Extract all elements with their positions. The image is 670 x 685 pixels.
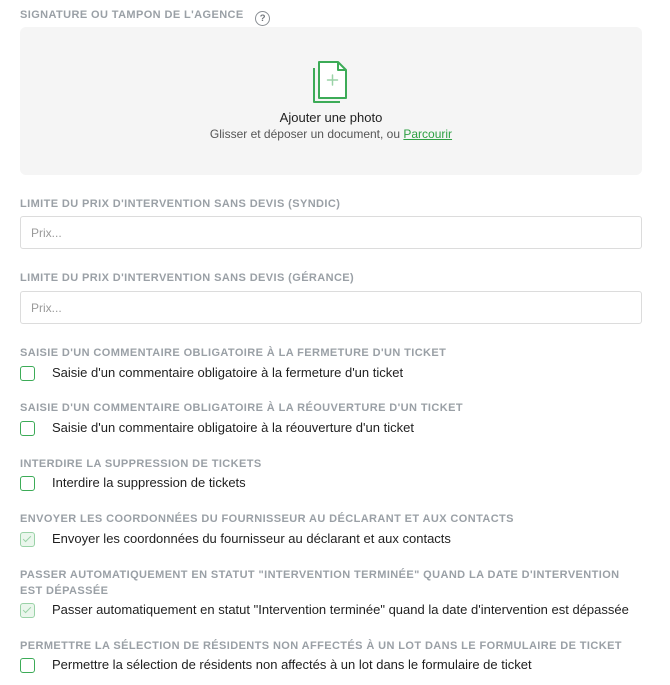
option-section-label: SAISIE D'UN COMMENTAIRE OBLIGATOIRE À LA RÉOUVERTURE D'UN TICKET — [20, 402, 463, 414]
price-syndic-input[interactable] — [20, 216, 642, 249]
option-section-label: PERMETTRE LA SÉLECTION DE RÉSIDENTS NON AFFECTÉS À UN LOT DANS LE FORMULAIRE DE TICKET — [20, 640, 622, 652]
unassigned-residents-checkbox[interactable] — [20, 658, 35, 673]
option-section-label: SAISIE D'UN COMMENTAIRE OBLIGATOIRE À LA FERMETURE D'UN TICKET — [20, 347, 447, 359]
comment-on-close-checkbox[interactable] — [20, 366, 35, 381]
drop-title: Ajouter une photo — [279, 110, 383, 125]
drop-text: Glisser et déposer un document, ou — [209, 127, 404, 141]
checkbox-label[interactable]: Interdire la suppression de tickets — [52, 475, 246, 490]
option-section-label: PASSER AUTOMATIQUEMENT EN STATUT "INTERVENTION TERMINÉE" QUAND LA DATE D'INTERVENTION EST DÉPASSÉE — [20, 569, 620, 597]
checkbox-label[interactable]: Saisie d'un commentaire obligatoire à la fermeture d'un ticket — [52, 365, 404, 380]
send-supplier-details-checkbox[interactable] — [20, 532, 35, 547]
add-document-icon — [312, 60, 348, 104]
photo-dropzone[interactable] — [20, 27, 642, 175]
help-icon[interactable]: ? — [255, 11, 270, 26]
checkbox-label[interactable]: Saisie d'un commentaire obligatoire à la réouverture d'un ticket — [52, 420, 414, 435]
signature-label-text: SIGNATURE OU TAMPON DE L'AGENCE — [20, 9, 244, 21]
checkbox-label[interactable]: Passer automatiquement en statut "Intervention terminée" quand la date d'intervention est dépassée — [52, 602, 629, 617]
option-section-label: ENVOYER LES COORDONNÉES DU FOURNISSEUR AU DÉCLARANT ET AUX CONTACTS — [20, 513, 514, 525]
price-gerance-input[interactable] — [20, 291, 642, 324]
checkbox-label[interactable]: Permettre la sélection de résidents non affectés à un lot dans le formulaire de ticket — [52, 657, 532, 672]
browse-link[interactable]: Parcourir — [403, 127, 453, 141]
checkbox-label[interactable]: Envoyer les coordonnées du fournisseur au déclarant et aux contacts — [52, 531, 451, 546]
forbid-ticket-deletion-checkbox[interactable] — [20, 476, 35, 491]
option-section-label: INTERDIRE LA SUPPRESSION DE TICKETS — [20, 458, 262, 470]
drop-instructions — [20, 127, 642, 141]
price-gerance-label: LIMITE DU PRIX D'INTERVENTION SANS DEVIS (GÉRANCE) — [20, 272, 355, 284]
auto-intervention-finished-checkbox[interactable] — [20, 603, 35, 618]
signature-section-label — [20, 7, 640, 26]
comment-on-reopen-checkbox[interactable] — [20, 421, 35, 436]
price-syndic-label: LIMITE DU PRIX D'INTERVENTION SANS DEVIS (SYNDIC) — [20, 198, 341, 210]
